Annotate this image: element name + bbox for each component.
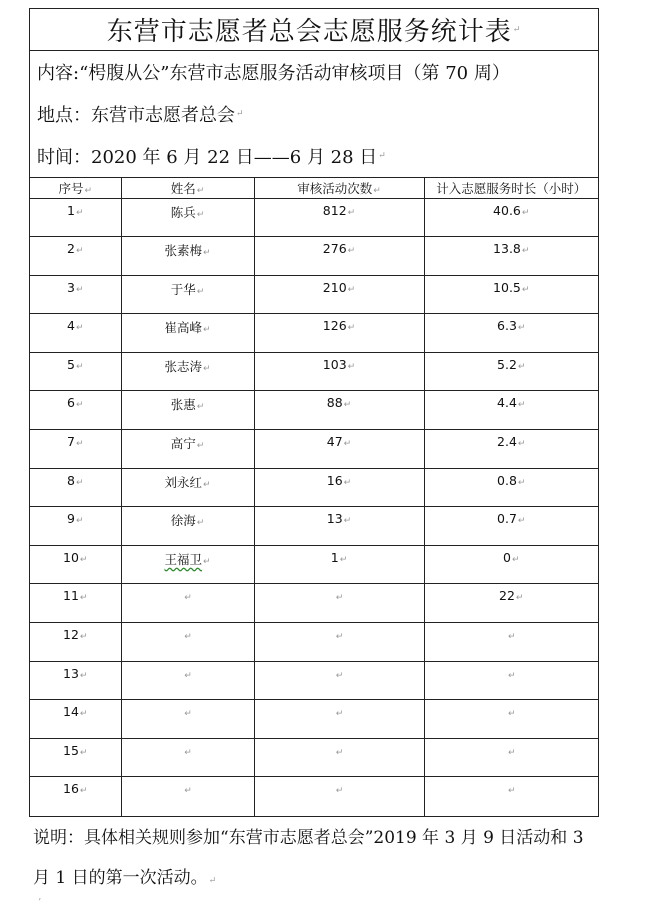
cell-count: 812↵ [254, 198, 424, 237]
paragraph-mark-icon: ↵ [339, 554, 348, 565]
cell-name: 于华↵ [121, 275, 254, 314]
cell-name [121, 777, 254, 816]
header-hours: 计入志愿服务时长（小时） [424, 178, 598, 198]
paragraph-mark-icon: ↵ [335, 709, 344, 720]
table-row [30, 237, 598, 276]
paragraph-mark-icon: ↵ [75, 361, 84, 372]
paragraph-mark-icon: ↵ [75, 439, 84, 450]
paragraph-mark-icon: ↵ [75, 207, 84, 218]
cell-no: 14↵ [30, 700, 121, 739]
paragraph-mark-icon: ↵ [75, 284, 84, 295]
location-line [30, 93, 598, 135]
paragraph-mark-icon: ↵ [347, 207, 356, 218]
table-row [30, 430, 598, 469]
paragraph-mark-icon: ↵ [75, 323, 84, 334]
cell-name: 陈兵↵ [121, 198, 254, 237]
paragraph-mark-icon: ↵ [335, 593, 344, 604]
cell-hours: 22↵ [424, 584, 598, 623]
content-line [30, 51, 598, 93]
note-paragraph [33, 818, 603, 901]
paragraph-mark-icon: ↵ [79, 593, 88, 604]
cell-name: 张惠↵ [121, 391, 254, 430]
paragraph-mark-icon: ↵ [347, 323, 356, 334]
cell-hours: 6.3↵ [424, 314, 598, 353]
paragraph-mark-icon: ↵ [79, 670, 88, 681]
paragraph-mark-icon: ↵ [512, 24, 522, 35]
paragraph-mark-icon: ↵ [75, 246, 84, 257]
paragraph-mark-icon: ↵ [507, 632, 516, 643]
table-row [30, 198, 598, 237]
cell-name: 刘永红↵ [121, 468, 254, 507]
paragraph-mark-icon: ↵ [517, 477, 526, 488]
paragraph-mark-icon: ↵ [202, 556, 211, 567]
paragraph-mark-icon: ↵ [236, 109, 244, 119]
table-row [30, 661, 598, 700]
cell-no: 10↵ [30, 545, 121, 584]
paragraph-mark-icon: ↵ [79, 632, 88, 643]
paragraph-mark-icon: ↵ [79, 709, 88, 720]
cell-no: 15↵ [30, 738, 121, 777]
header-count: 审核活动次数↵ [254, 178, 424, 198]
table-row [30, 738, 598, 777]
paragraph-mark-icon: ↵ [335, 747, 344, 758]
paragraph-mark-icon: ↵ [184, 670, 192, 681]
header-no: 序号↵ [30, 178, 121, 198]
paragraph-mark-icon: ↵ [521, 246, 530, 257]
paragraph-mark-icon: ↵ [517, 361, 526, 372]
table-row [30, 468, 598, 507]
paragraph-mark-icon: ↵ [521, 207, 530, 218]
table-row [30, 584, 598, 623]
cell-hours [424, 777, 598, 816]
table-header-row [30, 178, 598, 198]
table-row [30, 275, 598, 314]
paragraph-mark-icon: ↵ [79, 554, 88, 565]
cell-hours: 0.7↵ [424, 507, 598, 546]
cell-no: 11↵ [30, 584, 121, 623]
info-block [30, 51, 598, 178]
table-row [30, 352, 598, 391]
table-row [30, 545, 598, 584]
paragraph-mark-icon: ↵ [335, 670, 344, 681]
cell-count [254, 738, 424, 777]
paragraph-mark-icon: ↵ [208, 876, 217, 886]
paragraph-mark-icon: ↵ [202, 479, 211, 490]
paragraph-mark-icon: ↵ [507, 670, 516, 681]
cell-name [121, 623, 254, 662]
cell-hours: 40.6↵ [424, 198, 598, 237]
paragraph-mark-icon: ↵ [75, 400, 84, 411]
paragraph-mark-icon: ↵ [196, 286, 205, 297]
cell-hours: 4.4↵ [424, 391, 598, 430]
table-row [30, 623, 598, 662]
paragraph-mark-icon: ↵ [202, 363, 211, 374]
cell-name: 张素梅↵ [121, 237, 254, 276]
paragraph-mark-icon: ↵ [196, 209, 205, 220]
cell-no: 9↵ [30, 507, 121, 546]
paragraph-mark-icon: ↵ [196, 402, 205, 413]
cell-no: 5↵ [30, 352, 121, 391]
cell-no: 7↵ [30, 430, 121, 469]
paragraph-mark-icon: ↵ [507, 786, 516, 797]
paragraph-mark-icon: ↵ [79, 786, 88, 797]
cell-hours [424, 623, 598, 662]
cell-count: 88↵ [254, 391, 424, 430]
paragraph-mark-icon: ↵ [507, 747, 516, 758]
cell-name: 高宁↵ [121, 430, 254, 469]
paragraph-mark-icon: ↵ [521, 284, 530, 295]
paragraph-mark-icon: ↵ [517, 439, 526, 450]
content-text: 内容:“枵腹从公”东营市志愿服务活动审核项目（第 70 周） [37, 63, 510, 84]
cell-no: 4↵ [30, 314, 121, 353]
cell-hours [424, 700, 598, 739]
cell-count: 210↵ [254, 275, 424, 314]
cell-count [254, 623, 424, 662]
cell-name: 张志涛↵ [121, 352, 254, 391]
paragraph-mark-icon: ↵ [517, 400, 526, 411]
paragraph-mark-icon: ↵ [517, 323, 526, 334]
header-name: 姓名↵ [121, 178, 254, 198]
cell-name: 王福卫↵ [121, 545, 254, 584]
cursor-mark-icon: ʼ [38, 898, 41, 908]
cell-count: 103↵ [254, 352, 424, 391]
cell-hours [424, 661, 598, 700]
time-line [30, 135, 598, 177]
cell-hours: 13.8↵ [424, 237, 598, 276]
paragraph-mark-icon: ↵ [202, 248, 211, 259]
paragraph-mark-icon: ↵ [79, 747, 88, 758]
cell-name: 崔高峰↵ [121, 314, 254, 353]
cell-hours: 0↵ [424, 545, 598, 584]
cell-count [254, 700, 424, 739]
document-title [30, 9, 598, 51]
cell-no: 8↵ [30, 468, 121, 507]
cell-name [121, 661, 254, 700]
paragraph-mark-icon: ↵ [343, 516, 352, 527]
paragraph-mark-icon: ↵ [335, 632, 344, 643]
table-row [30, 777, 598, 816]
title-text: 东营市志愿者总会志愿服务统计表 [106, 17, 512, 47]
paragraph-mark-icon: ↵ [347, 361, 356, 372]
paragraph-mark-icon: ↵ [75, 477, 84, 488]
paragraph-mark-icon: ↵ [515, 593, 524, 604]
paragraph-mark-icon: ↵ [184, 632, 192, 643]
cell-count: 47↵ [254, 430, 424, 469]
table-row [30, 314, 598, 353]
cell-hours: 2.4↵ [424, 430, 598, 469]
cell-name [121, 584, 254, 623]
cell-no: 6↵ [30, 391, 121, 430]
cell-no: 16↵ [30, 777, 121, 816]
cell-count: 16↵ [254, 468, 424, 507]
cell-count: 276↵ [254, 237, 424, 276]
paragraph-mark-icon: ↵ [343, 400, 352, 411]
table-row [30, 391, 598, 430]
paragraph-mark-icon: ↵ [184, 747, 192, 758]
cell-no: 12↵ [30, 623, 121, 662]
paragraph-mark-icon: ↵ [347, 246, 356, 257]
location-text: 地点：东营市志愿者总会 [37, 105, 235, 126]
cell-no: 3↵ [30, 275, 121, 314]
paragraph-mark-icon: ↵ [75, 516, 84, 527]
cell-no: 1↵ [30, 198, 121, 237]
paragraph-mark-icon: ↵ [511, 554, 520, 565]
cell-name [121, 700, 254, 739]
cell-hours: 10.5↵ [424, 275, 598, 314]
table-row [30, 507, 598, 546]
table-row [30, 700, 598, 739]
paragraph-mark-icon: ↵ [184, 786, 192, 797]
paragraph-mark-icon: ↵ [202, 325, 211, 336]
note-text: 说明：具体相关规则参加“东营市志愿者总会”2019 年 3 月 9 日活动和 3 月 1 日的第一次活动。 [33, 828, 584, 888]
cell-count: 13↵ [254, 507, 424, 546]
cell-count [254, 584, 424, 623]
cell-hours: 0.8↵ [424, 468, 598, 507]
paragraph-mark-icon: ↵ [347, 284, 356, 295]
cell-count: 126↵ [254, 314, 424, 353]
cell-no: 13↵ [30, 661, 121, 700]
paragraph-mark-icon: ↵ [517, 516, 526, 527]
paragraph-mark-icon: ↵ [378, 151, 386, 161]
document-frame [29, 8, 599, 817]
cell-count [254, 777, 424, 816]
paragraph-mark-icon: ↵ [196, 441, 205, 452]
paragraph-mark-icon: ↵ [335, 786, 344, 797]
paragraph-mark-icon: ↵ [184, 593, 192, 604]
table-body [30, 198, 598, 816]
paragraph-mark-icon: ↵ [507, 709, 516, 720]
cell-name: 徐海↵ [121, 507, 254, 546]
cell-hours: 5.2↵ [424, 352, 598, 391]
time-text: 时间：2020 年 6 月 22 日——6 月 28 日 [37, 147, 378, 168]
paragraph-mark-icon: ↵ [184, 709, 192, 720]
cell-name [121, 738, 254, 777]
cell-count: 1↵ [254, 545, 424, 584]
cell-no: 2↵ [30, 237, 121, 276]
paragraph-mark-icon: ↵ [343, 439, 352, 450]
cell-count [254, 661, 424, 700]
stats-table [30, 178, 598, 816]
paragraph-mark-icon: ↵ [196, 518, 205, 529]
paragraph-mark-icon: ↵ [343, 477, 352, 488]
cell-hours [424, 738, 598, 777]
